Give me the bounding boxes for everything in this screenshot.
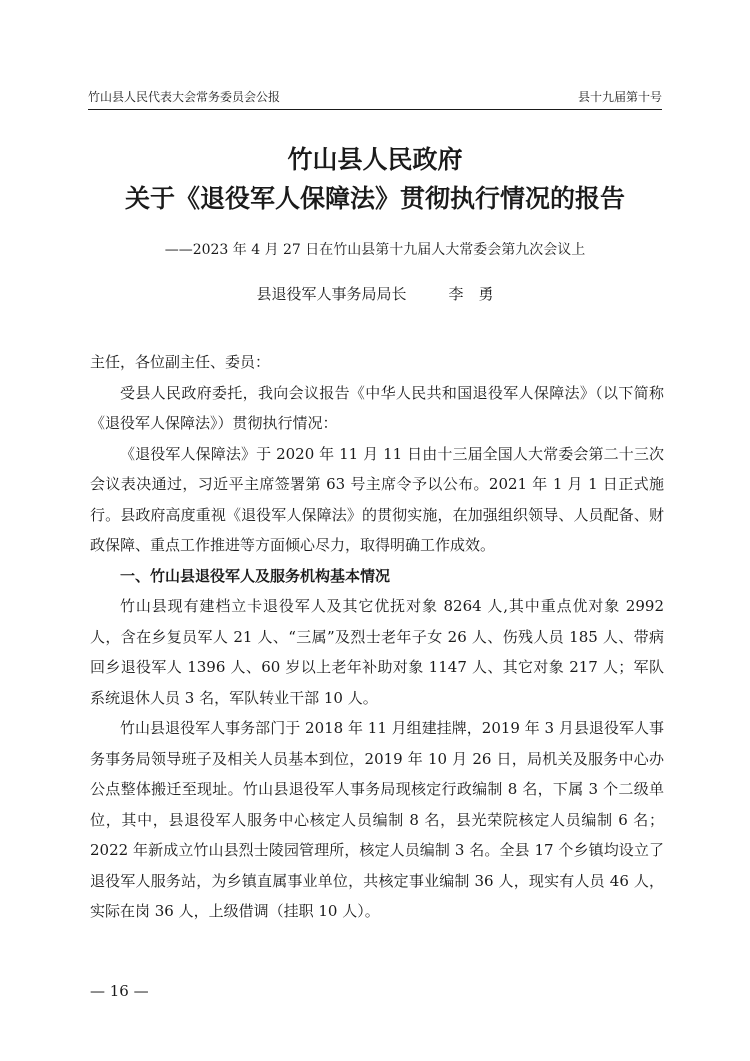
salutation: 主任，各位副主任、委员： bbox=[90, 353, 271, 371]
section-heading-1: 一、竹山县退役军人及服务机构基本情况 bbox=[120, 566, 391, 585]
paragraph-agency-info: 竹山县退役军人事务部门于 2018 年 11 月组建挂牌，2019 年 3 月县退役军人事务事务局领导班子及相关人员基本到位，2019 年 10 月 26 日，局机关及服务中心办公点整体搬迁至现址。竹山县退役军人事务局现核定行政编制 8 名，下属 3 个二级单位，其中，县退役军人服务中心核定人员编制 8 名，县光荣院核定人员编制 6 名；2022 年新成立竹山县烈士陵园管理所，核定人员编制 3 名。全县 17 个乡镇均设立了退役军人服务站，为乡镇直属事业单位，共核定事业编制 36 人，现实有人员 46 人，实际在岗 36 人，上级借调（挂职 10 人）。 bbox=[90, 719, 664, 920]
paragraph-intro: 受县人民政府委托，我向会议报告《中华人民共和国退役军人保障法》（以下简称《退役军人保障法》）贯彻执行情况： bbox=[90, 383, 664, 432]
speaker-name: 李 勇 bbox=[448, 285, 494, 303]
page-number: — 16 — bbox=[90, 982, 149, 1000]
document-title-line-1: 竹山县人民政府 bbox=[287, 145, 463, 174]
document-body bbox=[90, 347, 664, 927]
speaker-role: 县退役军人事务局局长 bbox=[256, 285, 407, 303]
paragraph-veteran-stats: 竹山县现有建档立卡退役军人及其它优抚对象 8264 人,其中重点优对象 2992 人，含在乡复员军人 21 人、“三属”及烈士老年子女 26 人、伤残人员 185 人、带病回乡退役军人 1396 人、60 岁以上老年补助对象 1147 人、其它对象 217 人；军队系统退休人员 3 名，军队转业干部 10 人。 bbox=[90, 597, 664, 707]
document-subtitle: ——2023 年 4 月 27 日在竹山县第十九届人大常委会第九次会议上 bbox=[164, 242, 586, 258]
document-title-line-2: 关于《退役军人保障法》贯彻执行情况的报告 bbox=[124, 184, 625, 213]
header-divider bbox=[88, 109, 662, 110]
speaker-line bbox=[88, 283, 662, 305]
paragraph-law-background: 《退役军人保障法》于 2020 年 11 月 11 日由十三届全国人大常委会第二十三次会议表决通过，习近平主席签署第 63 号主席令予以公布。2021 年 1 月 1 日正式施行。县政府高度重视《退役军人保障法》的贯彻实施，在加强组织领导、人员配备、财政保障、重点工作推进等方面倾心尽力，取得明确工作成效。 bbox=[90, 444, 664, 554]
header-publication-title: 竹山县人民代表大会常务委员会公报 bbox=[88, 90, 281, 104]
header-issue-number: 县十九届第十号 bbox=[577, 90, 662, 104]
page-header bbox=[88, 88, 662, 106]
